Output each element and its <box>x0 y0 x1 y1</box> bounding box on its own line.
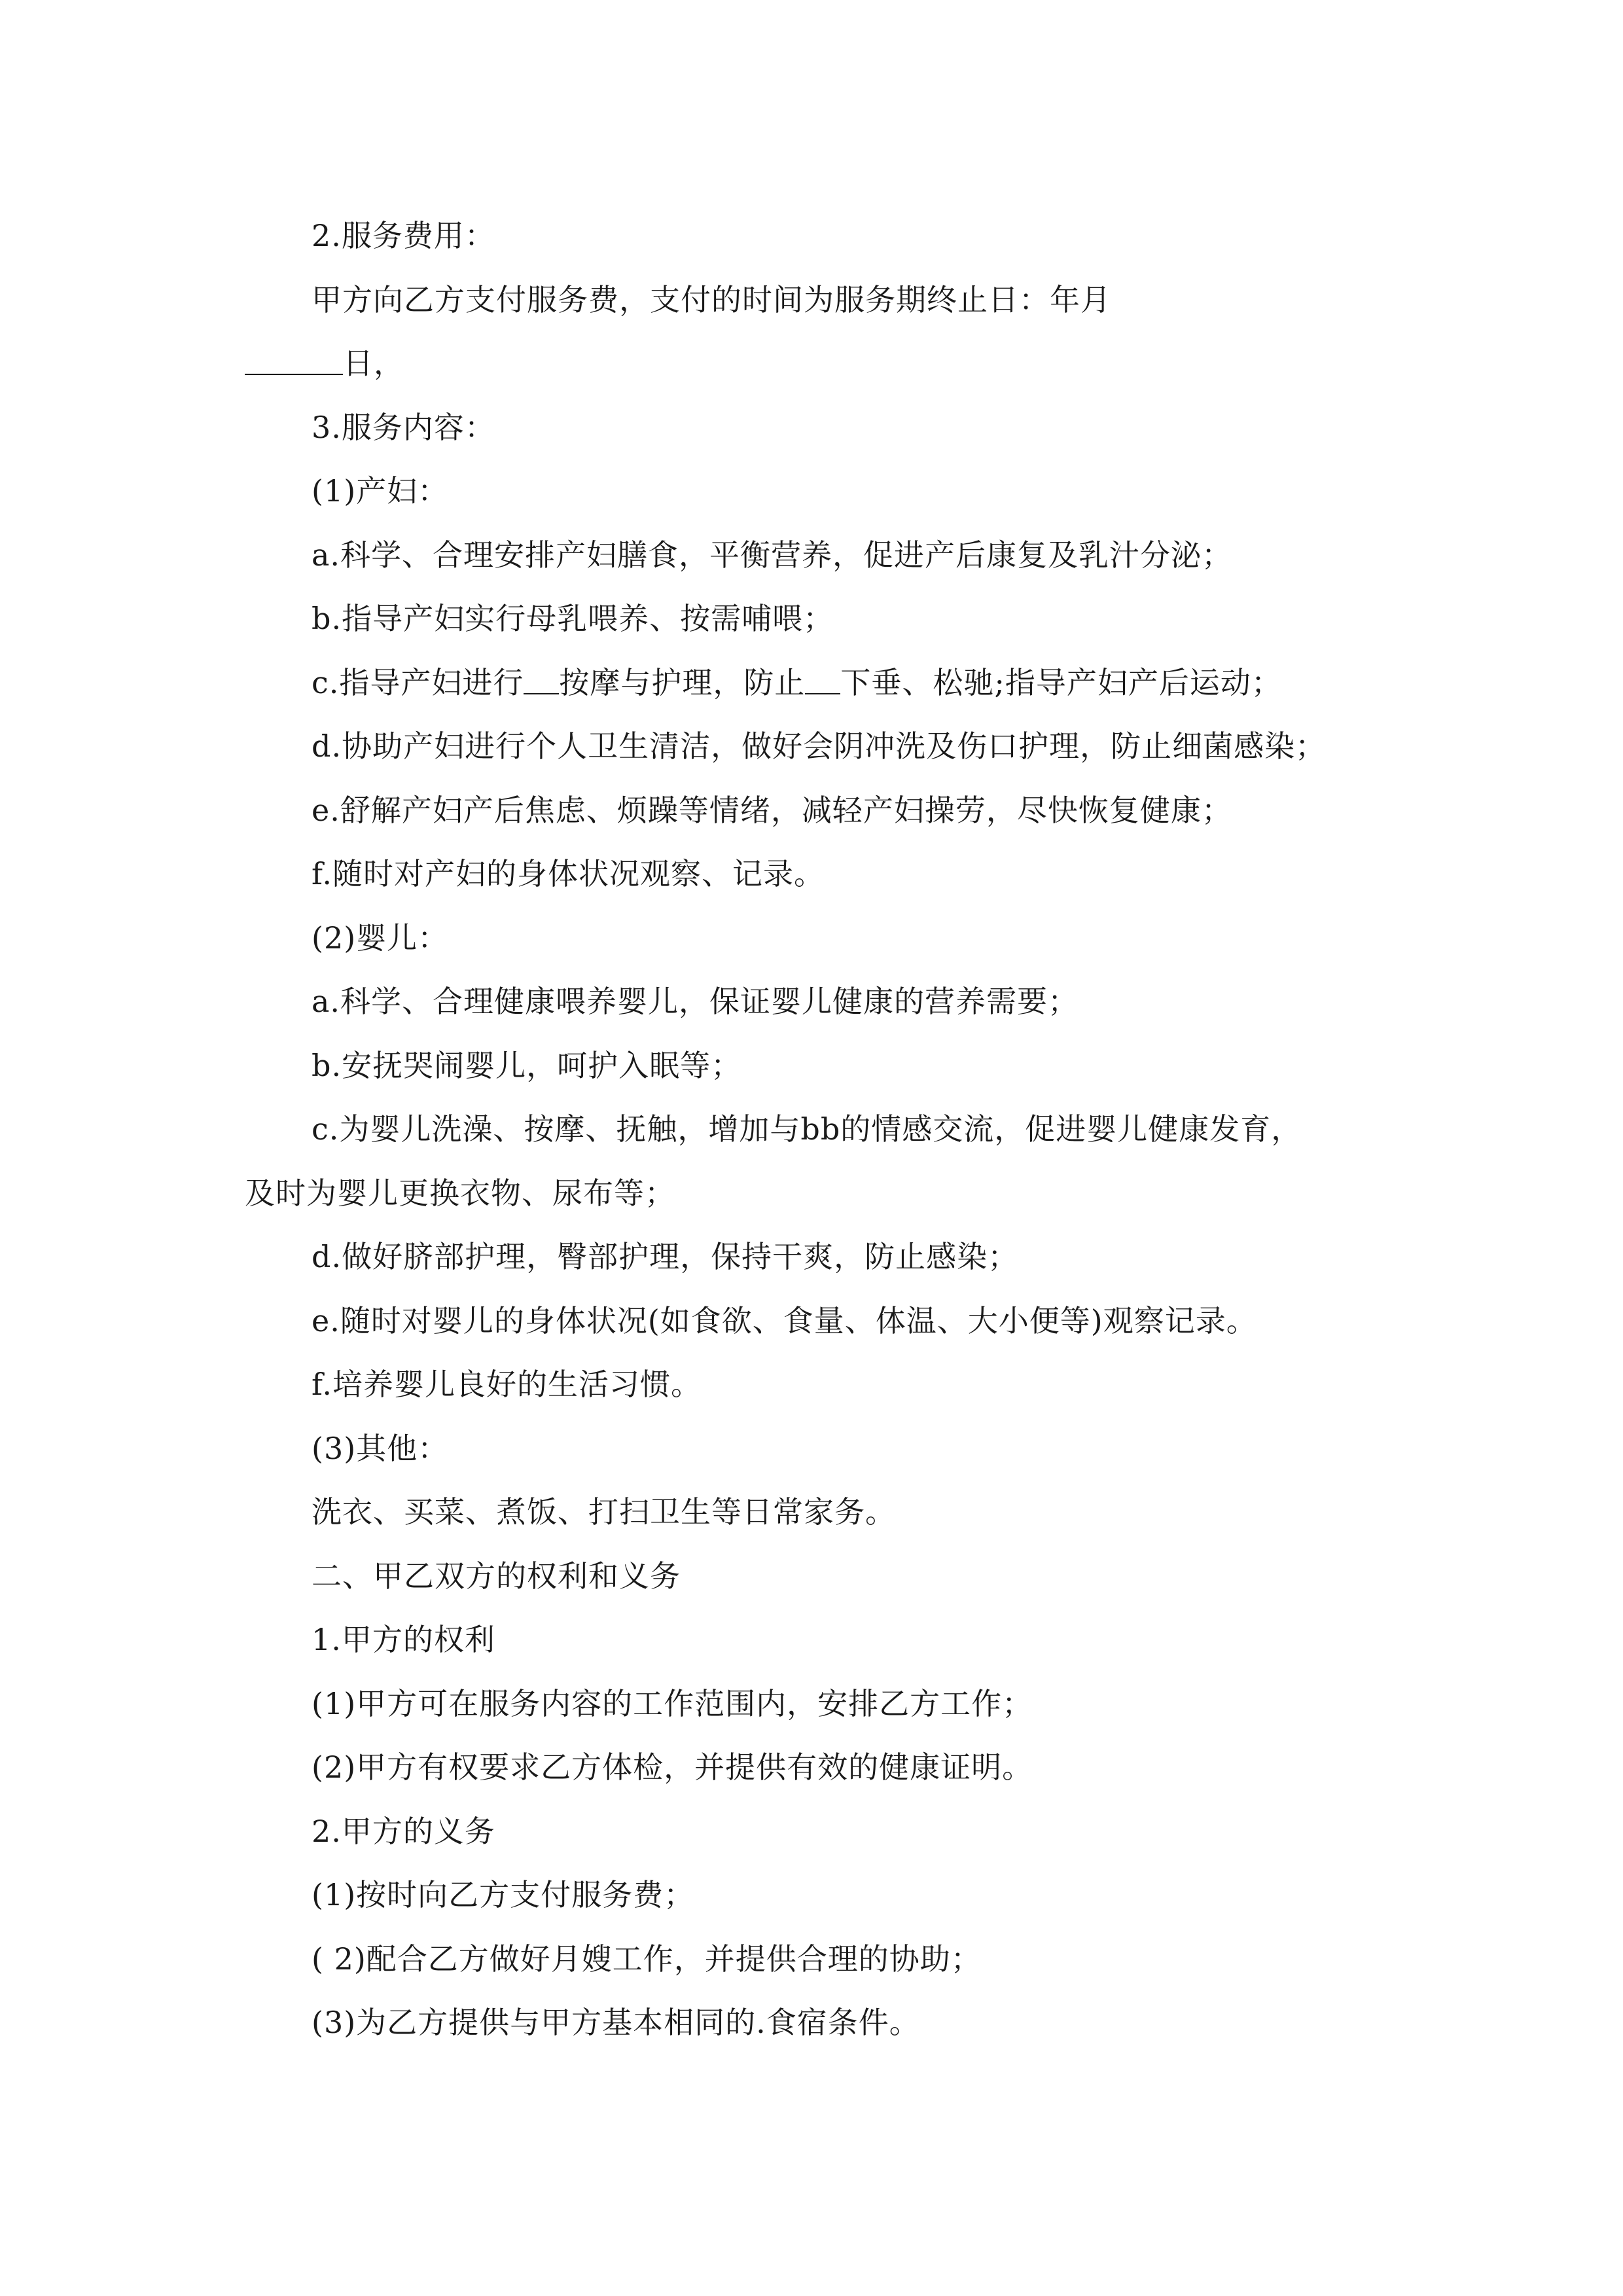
content-heading: 3.服务内容： <box>312 409 495 445</box>
baby-heading: (2)婴儿： <box>312 920 449 956</box>
duties-item-1: (1)按时向乙方支付服务费； <box>312 1877 695 1912</box>
mother-item-a: a.科学、合理安排产妇膳食，平衡营养，促进产后康复及乳汁分泌； <box>312 537 1233 573</box>
fee-year: 年 <box>1050 281 1080 317</box>
fee-heading: 2.服务费用： <box>312 218 495 253</box>
mother-item-d: d.协助产妇进行个人卫生清洁，做好会阴冲洗及伤口护理，防止细菌感染； <box>312 728 1327 764</box>
document-body <box>245 204 1377 2055</box>
fee-day: 日， <box>343 346 404 381</box>
mother-item-c-part3: 下垂、松驰;指导产妇产后运动； <box>840 664 1282 700</box>
baby-item-a: a.科学、合理健康喂养婴儿，保证婴儿健康的营养需要； <box>312 984 1079 1019</box>
fee-text-line <box>245 268 1377 332</box>
fee-month: 月 <box>1080 281 1111 317</box>
baby-item-c-line2: 及时为婴儿更换衣物、尿布等； <box>245 1175 675 1211</box>
c-blank-1 <box>524 664 559 694</box>
other-heading: (3)其他： <box>312 1430 449 1466</box>
rights-heading: 1.甲方的权利 <box>312 1622 495 1657</box>
baby-item-d: d.做好脐部护理，臀部护理，保持干爽，防止感染； <box>312 1239 1019 1274</box>
duties-item-2: ( 2)配合乙方做好月嫂工作，并提供合理的协助； <box>312 1941 982 1977</box>
mother-item-f: f.随时对产妇的身体状况观察、记录。 <box>312 856 825 891</box>
rights-item-1: (1)甲方可在服务内容的工作范围内，安排乙方工作； <box>312 1685 1033 1721</box>
duties-item-3: (3)为乙方提供与甲方基本相同的.食宿条件。 <box>312 2005 920 2040</box>
baby-item-b: b.安抚哭闹婴儿，呵护入眠等； <box>312 1047 742 1083</box>
mother-item-c-part1: c.指导产妇进行 <box>312 664 524 700</box>
mother-item-b: b.指导产妇实行母乳喂养、按需哺喂； <box>312 601 834 636</box>
mother-heading: (1)产妇： <box>312 473 449 509</box>
duties-heading: 2.甲方的义务 <box>312 1813 495 1849</box>
day-blank <box>245 345 343 375</box>
mother-item-c-part2: 按摩与护理，防止 <box>559 664 806 700</box>
other-text: 洗衣、买菜、煮饭、打扫卫生等日常家务。 <box>312 1494 896 1530</box>
fee-text: 甲方向乙方支付服务费，支付的时间为服务期终止日： <box>312 281 1050 317</box>
mother-item-e: e.舒解产妇产后焦虑、烦躁等情绪，减轻产妇操劳，尽快恢复健康； <box>312 792 1232 828</box>
baby-item-f: f.培养婴儿良好的生活习惯。 <box>312 1367 702 1402</box>
c-blank-2 <box>805 664 840 694</box>
fee-day-line <box>245 332 1377 396</box>
baby-item-c-line1: c.为婴儿洗澡、按摩、抚触，增加与bb的情感交流，促进婴儿健康发育， <box>312 1111 1302 1147</box>
mother-item-c <box>245 651 1377 715</box>
baby-item-e: e.随时对婴儿的身体状况(如食欲、食量、体温、大小便等)观察记录。 <box>312 1302 1257 1338</box>
rights-item-2: (2)甲方有权要求乙方体检，并提供有效的健康证明。 <box>312 1749 1033 1785</box>
section-two-heading: 二、甲乙双方的权利和义务 <box>312 1558 681 1594</box>
